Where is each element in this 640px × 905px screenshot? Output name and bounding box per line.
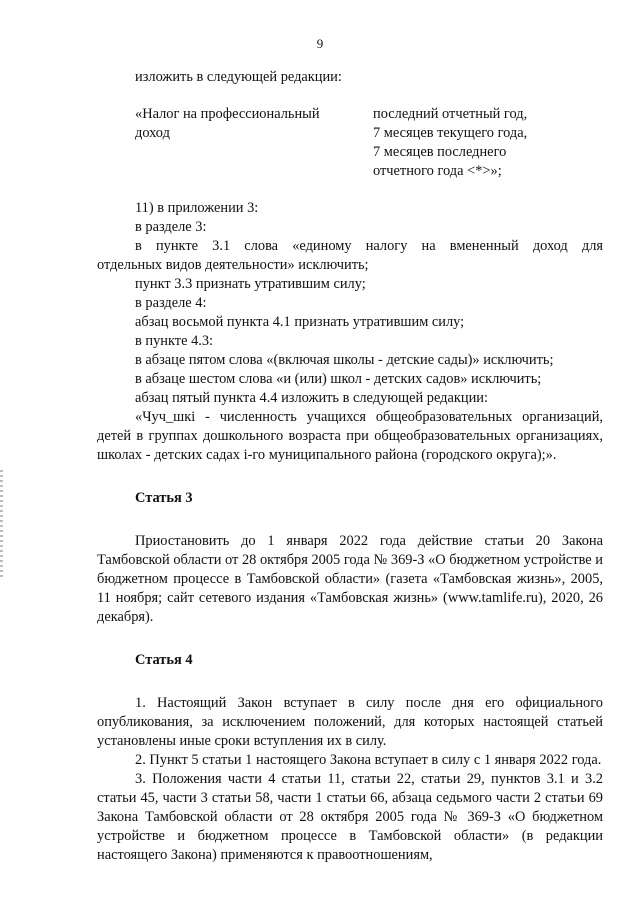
- article-4-paragraph-2: 2. Пункт 5 статьи 1 настоящего Закона вступает в силу с 1 января 2022 года.: [135, 752, 602, 768]
- amendment-point-3-1-line2: отдельных видов деятельности» исключить;: [97, 257, 369, 273]
- amendment-point-3-3: пункт 3.3 признать утратившим силу;: [135, 276, 366, 292]
- amendment-point-3-1-line1: в пункте 3.1 слова «единому налогу на вмененный доход для: [135, 238, 603, 254]
- article-3-title: Статья 3: [135, 490, 193, 506]
- period-line: отчетного года <*>»;: [373, 163, 502, 179]
- article-4-title: Статья 4: [135, 652, 193, 668]
- amendment-section-3: в разделе 3:: [135, 219, 207, 235]
- article-4-paragraph-3: 3. Положения части 4 статьи 11, статьи 22, статьи 29, пунктов 3.1 и 3.2 статьи 45, части 3 статьи 58, части 1 статьи 66, абзаца седьмого части 2 статьи 69 Закона Тамбовской области от 28 октября 2005 года № 369-З «О бюджетном устройстве и бюджетном процессе в Тамбовской области» (в редакции настоящего Закона) применяются к правоотношениям,: [97, 771, 603, 863]
- amendment-section-4: в разделе 4:: [135, 295, 207, 311]
- intro-line: изложить в следующей редакции:: [135, 69, 342, 85]
- article-3-text: Приостановить до 1 января 2022 года действие статьи 20 Закона Тамбовской области от 28 октября 2005 года № 369-З «О бюджетном устройстве и бюджетном процессе в Тамбовской области» (газета «Тамбовская жизнь», 2005, 11 ноября; сайт сетевого издания «Тамбовская жизнь» (www.tamlife.ru), 2020, 26 декабря).: [97, 533, 603, 625]
- scan-margin-mark: [0, 470, 3, 580]
- tax-name-line: доход: [135, 125, 170, 141]
- tax-name-line: «Налог на профессиональный: [135, 106, 320, 122]
- period-line: 7 месяцев последнего: [373, 144, 507, 160]
- amendment-point-4-3: в пункте 4.3:: [135, 333, 214, 349]
- formula-definition: «Чуч_шкі - численность учащихся общеобразовательных организаций, детей в группах дошкольного возраста при общеобразовательных организациях, школах - детских садах і-го муниципального района (городского округа);».: [97, 409, 603, 463]
- tax-table-left-column: [97, 105, 367, 181]
- article-4-paragraph-1: 1. Настоящий Закон вступает в силу после дня его официального опубликования, за исключением положений, для которых настоящей статьей установлены иные сроки вступления их в силу.: [97, 695, 603, 749]
- amendment-point-4-3-paragraph-6: в абзаце шестом слова «и (или) школ - детских садов» исключить;: [135, 371, 542, 387]
- amendment-point-4-1: абзац восьмой пункта 4.1 признать утратившим силу;: [135, 314, 465, 330]
- page-number: 9: [316, 36, 324, 51]
- amendment-point-4-4: абзац пятый пункта 4.4 изложить в следующей редакции:: [135, 390, 488, 406]
- period-line: последний отчетный год,: [373, 106, 528, 122]
- tax-table-right-column: [367, 105, 603, 181]
- amendment-point-4-3-paragraph-5: в абзаце пятом слова «(включая школы - детские сады)» исключить;: [135, 352, 554, 368]
- amendment-item-11: 11) в приложении 3:: [135, 200, 259, 216]
- tax-table: [97, 105, 603, 181]
- period-line: 7 месяцев текущего года,: [373, 125, 528, 141]
- document-body: [97, 68, 603, 865]
